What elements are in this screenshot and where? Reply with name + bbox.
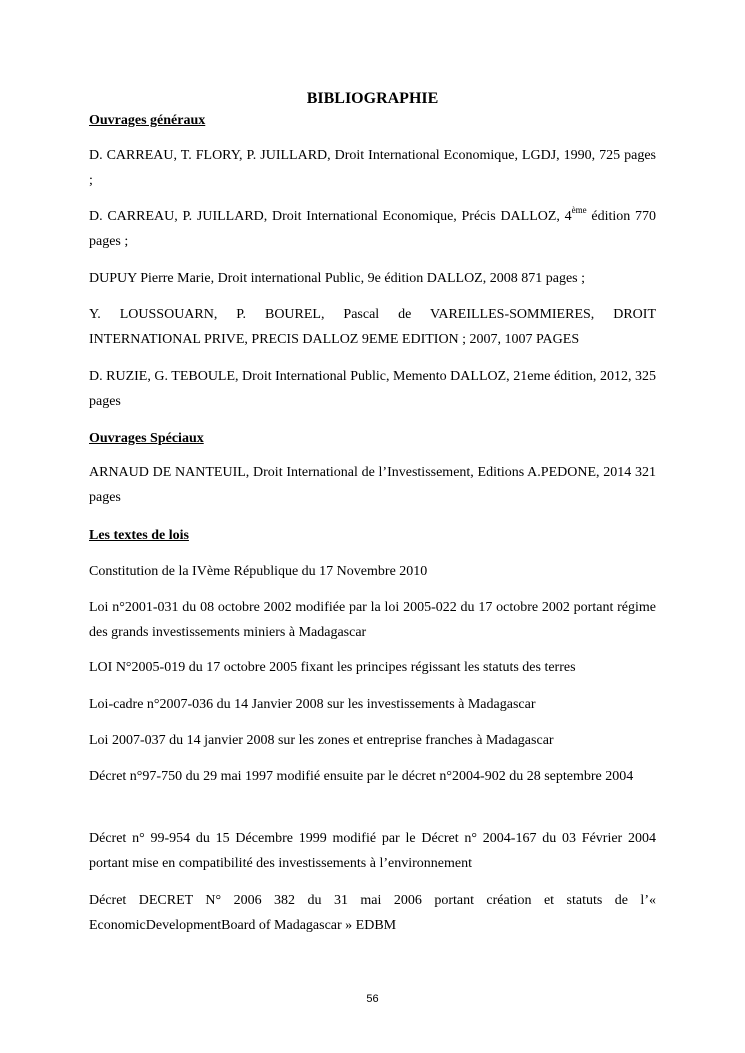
entry-text: édition 770 pages ;	[89, 209, 656, 249]
page-title: BIBLIOGRAPHIE	[306, 90, 439, 107]
superscript: ème	[571, 205, 587, 215]
bibliography-entry-general-4: Y. LOUSSOUARN, P. BOUREL, Pascal de VAREILLES-SOMMIERES, DROIT INTERNATIONAL PRIVE, PRECIS DALLOZ 9EME EDITION ; 2007, 1007 PAGES	[89, 307, 656, 347]
section-heading-general: Ouvrages généraux	[89, 113, 206, 128]
law-entry-7: Décret n° 99-954 du 15 Décembre 1999 modifié par le Décret n° 2004-167 du 03 Février 2004 portant mise en compatibilité des investissements à l’environnement	[89, 831, 656, 871]
bibliography-entry-general-5: D. RUZIE, G. TEBOULE, Droit International Public, Memento DALLOZ, 21eme édition, 2012, 325 pages	[89, 369, 656, 409]
law-entry-6: Décret n°97-750 du 29 mai 1997 modifié ensuite par le décret n°2004-902 du 28 septembre 2004	[89, 769, 634, 784]
law-entry-8: Décret DECRET N° 2006 382 du 31 mai 2006 portant création et statuts de l’« EconomicDevelopmentBoard of Madagascar » EDBM	[89, 893, 656, 933]
bibliography-entry-general-3: DUPUY Pierre Marie, Droit international Public, 9e édition DALLOZ, 2008 871 pages ;	[89, 271, 585, 286]
document-page	[89, 0, 656, 1053]
law-entry-2: Loi n°2001-031 du 08 octobre 2002 modifiée par la loi 2005-022 du 17 octobre 2002 portant régime des grands investissements miniers à Madagascar	[89, 600, 656, 640]
bibliography-entry-special-1: ARNAUD DE NANTEUIL, Droit International de l’Investissement, Editions A.PEDONE, 2014 321 pages	[89, 465, 656, 505]
law-entry-4: Loi-cadre n°2007-036 du 14 Janvier 2008 sur les investissements à Madagascar	[89, 697, 536, 712]
law-entry-1: Constitution de la IVème République du 17 Novembre 2010	[89, 564, 428, 579]
entry-text: D. CARREAU, P. JUILLARD, Droit International Economique, Précis DALLOZ, 4	[89, 209, 572, 224]
section-heading-special: Ouvrages Spéciaux	[89, 431, 204, 446]
page-number: 56	[366, 993, 379, 1005]
bibliography-entry-general-2	[89, 204, 656, 254]
law-entry-5: Loi 2007-037 du 14 janvier 2008 sur les zones et entreprise franches à Madagascar	[89, 733, 554, 748]
section-heading-laws: Les textes de lois	[89, 528, 189, 543]
law-entry-3: LOI N°2005-019 du 17 octobre 2005 fixant les principes régissant les statuts des terres	[89, 660, 576, 675]
bibliography-entry-general-1: D. CARREAU, T. FLORY, P. JUILLARD, Droit International Economique, LGDJ, 1990, 725 pages ;	[89, 148, 656, 188]
